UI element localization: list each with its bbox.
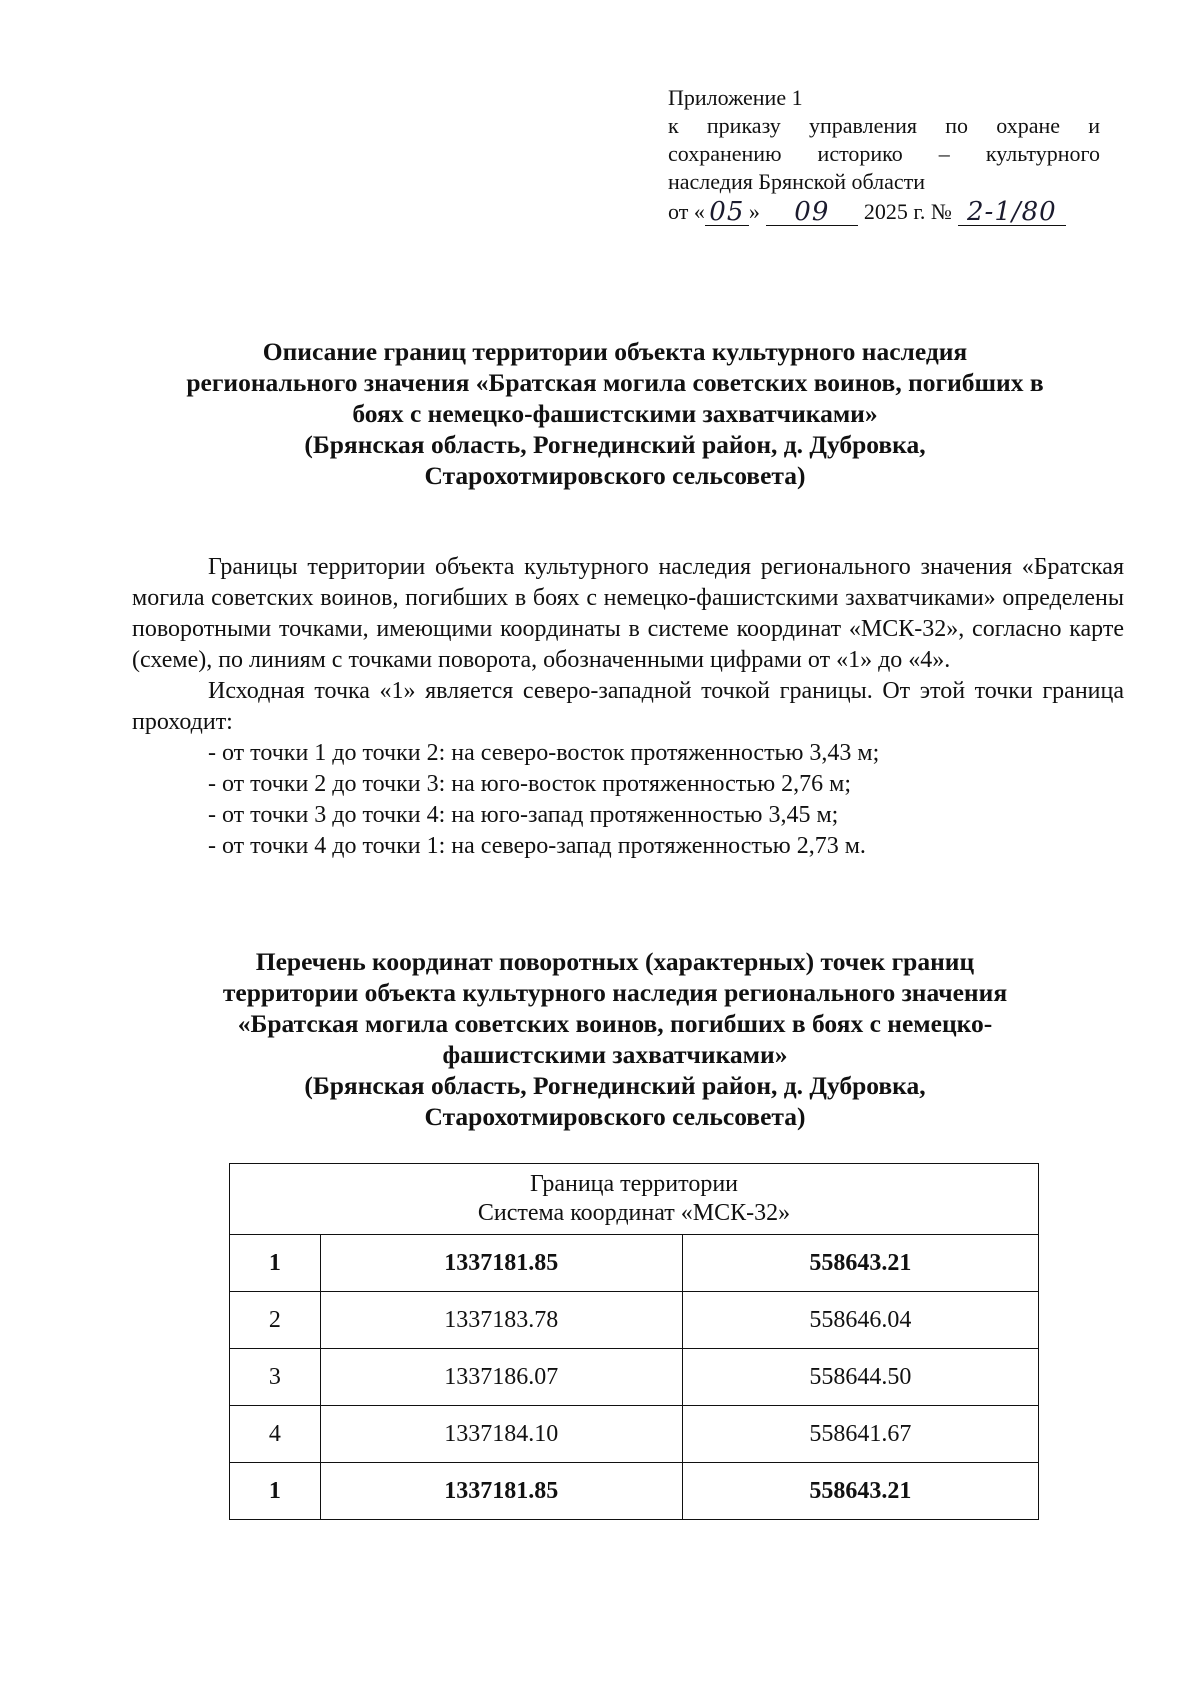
title-line: Старохотмировского сельсовета) <box>424 1102 806 1131</box>
point-number: 2 <box>230 1292 321 1349</box>
order-number: 2-1/80 <box>958 199 1066 226</box>
segment-item: - от точки 3 до точки 4: на юго-запад протяженностью 3,45 м; <box>208 802 839 828</box>
title-line: регионального значения «Братская могила советских воинов, погибших в <box>186 368 1044 397</box>
coord-y: 558646.04 <box>682 1292 1038 1349</box>
coord-x: 1337183.78 <box>320 1292 682 1349</box>
appendix-order-line: сохранению историко – культурного <box>668 141 1100 166</box>
table-header <box>230 1164 1039 1235</box>
point-number: 3 <box>230 1349 321 1406</box>
segment-item: - от точки 1 до точки 2: на северо-восток протяженностью 3,43 м; <box>208 740 880 766</box>
table-row <box>230 1235 1039 1292</box>
coordinates-list-title <box>120 946 1110 1132</box>
segment-item: - от точки 4 до точки 1: на северо-запад протяженностью 2,73 м. <box>208 833 866 859</box>
coord-x: 1337181.85 <box>320 1235 682 1292</box>
segment-list <box>132 738 1124 862</box>
table-row <box>230 1406 1039 1463</box>
coordinates-table <box>229 1163 1039 1520</box>
coord-x: 1337181.85 <box>320 1463 682 1520</box>
coord-y: 558643.21 <box>682 1235 1038 1292</box>
table-header-cell <box>230 1164 1039 1235</box>
title-line: Старохотмировского сельсовета) <box>424 461 806 490</box>
boundary-paragraph: Границы территории объекта культурного наследия регионального значения «Братская могила советских воинов, погибших в боях с немецко-фашистскими захватчиками» определены поворотными точками, имеющими координаты в системе координат «МСК-32», согласно карте (схеме), по линиям с точками поворота, обозначенными цифрами от «1» до «4». <box>132 554 1124 673</box>
coord-y: 558643.21 <box>682 1463 1038 1520</box>
table-row <box>230 1463 1039 1520</box>
point-number: 4 <box>230 1406 321 1463</box>
order-year-label: 2025 г. № <box>863 199 952 224</box>
title-line: Описание границ территории объекта культурного наследия <box>262 337 968 366</box>
table-row <box>230 1349 1039 1406</box>
title-line: Перечень координат поворотных (характерных) точек границ <box>255 947 975 976</box>
title-line: (Брянская область, Рогнединский район, д. Дубровка, <box>304 430 926 459</box>
appendix-order-line: наследия Брянской области <box>668 169 926 194</box>
order-month: 09 <box>766 199 858 226</box>
header-coord-system: Система координат «МСК-32» <box>477 1200 791 1226</box>
table-row <box>230 1292 1039 1349</box>
coord-x: 1337186.07 <box>320 1349 682 1406</box>
segment-item: - от точки 2 до точки 3: на юго-восток протяженностью 2,76 м; <box>208 771 852 797</box>
title-line: фашистскими захватчиками» <box>442 1040 788 1069</box>
header-boundary: Граница территории <box>529 1171 739 1197</box>
title-line: «Братская могила советских воинов, погибших в боях с немецко- <box>237 1009 993 1038</box>
document-title <box>120 336 1110 491</box>
appendix-order-line: к приказу управления по охране и <box>668 113 1100 138</box>
title-line: боях с немецко-фашистскими захватчиками» <box>352 399 878 428</box>
date-quote: » <box>748 199 760 224</box>
title-line: территории объекта культурного наследия регионального значения <box>222 978 1008 1007</box>
order-date-line <box>668 198 1100 226</box>
coord-y: 558644.50 <box>682 1349 1038 1406</box>
coord-y: 558641.67 <box>682 1406 1038 1463</box>
description-body <box>132 552 1124 862</box>
point-number: 1 <box>230 1463 321 1520</box>
date-prefix: от « <box>668 199 705 224</box>
order-day: 05 <box>705 199 749 226</box>
coord-x: 1337184.10 <box>320 1406 682 1463</box>
appendix-title: Приложение 1 <box>668 85 803 110</box>
title-line: (Брянская область, Рогнединский район, д. Дубровка, <box>304 1071 926 1100</box>
point-number: 1 <box>230 1235 321 1292</box>
appendix-block <box>668 84 1100 226</box>
start-point-paragraph: Исходная точка «1» является северо-западной точкой границы. От этой точки граница проходит: <box>132 678 1124 735</box>
